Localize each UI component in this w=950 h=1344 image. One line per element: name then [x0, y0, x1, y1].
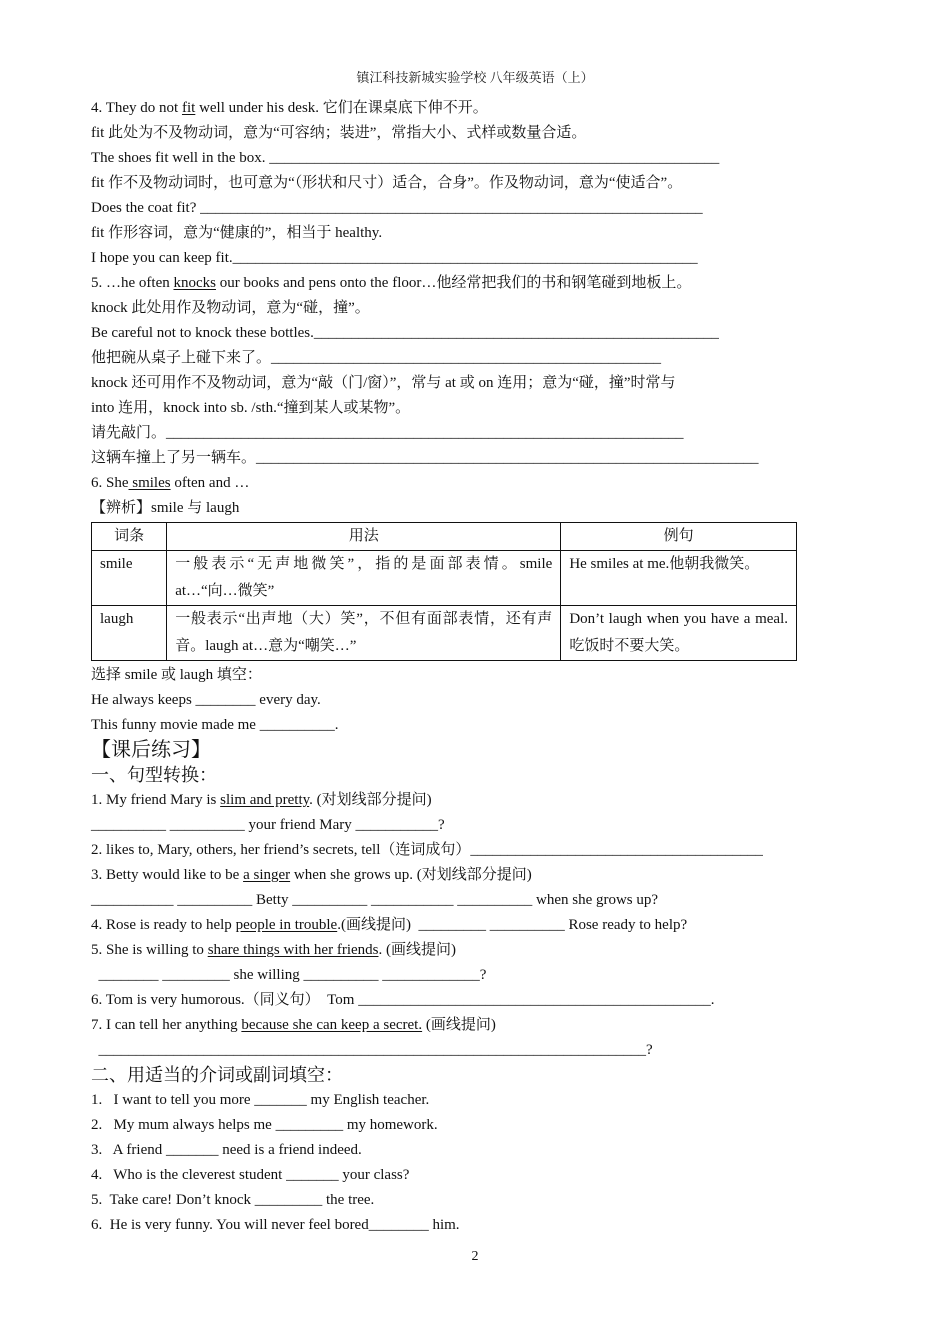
exercise-line: The shoes fit well in the box. ____________________________________________________________ — [91, 150, 720, 166]
question-5: 5. She is willing to share things with her friends. (画线提问) — [91, 942, 456, 958]
comparison-title: 【辨析】smile 与 laugh — [91, 500, 240, 516]
underlined-phrase: slim and pretty — [220, 792, 310, 808]
blank-item-3: 3. A friend _______ need is a friend indeed. — [91, 1142, 362, 1158]
text-line: into 连用，knock into sb. /sth.“撞到某人或某物”。 — [91, 400, 411, 416]
underlined-phrase: share things with her friends — [207, 942, 379, 958]
table-header-cell: 词条 — [92, 523, 167, 551]
exercise-line: 他把碗从桌子上碰下来了。____________________________________________________ — [91, 350, 662, 366]
practice-heading: 【课后练习】 — [91, 739, 211, 761]
answer-line: _________________________________________________________________________? — [91, 1042, 653, 1058]
blank-item-1: 1. I want to tell you more _______ my English teacher. — [91, 1092, 430, 1108]
sec5-title: 5. …he often knocks our books and pens onto the floor…他经常把我们的书和钢笔碰到地板上。 — [91, 275, 692, 291]
exercise-line: 这辆车撞上了另一辆车。___________________________________________________________________ — [91, 450, 759, 466]
table-cell-usage: 一般表示“无声地微笑”，指的是面部表情。smile at…“向…微笑” — [167, 551, 561, 606]
page-header: 镇江科技新城实验学校 八年级英语（上） — [356, 70, 594, 85]
page-number: 2 — [471, 1249, 479, 1264]
underlined-phrase: a singer — [243, 867, 291, 883]
table-cell-word: laugh — [92, 606, 167, 661]
text-line: fit 作形容词，意为“健康的”，相当于 healthy. — [91, 225, 383, 241]
sec6-title: 6. She smiles often and … — [91, 475, 250, 491]
answer-line: __________ __________ your friend Mary ___________? — [91, 817, 445, 833]
table-row — [92, 606, 797, 661]
exercise-line: 请先敲门。_____________________________________________________________________ — [91, 425, 684, 441]
exercise-line: Does the coat fit? ___________________________________________________________________ — [91, 200, 703, 216]
text-line: fit 作不及物动词时，也可意为“（形状和尺寸）适合，合身”。作及物动词，意为“使适合”。 — [91, 175, 683, 191]
blank-item-2: 2. My mum always helps me _________ my homework. — [91, 1117, 438, 1133]
exercise-line: He always keeps ________ every day. — [91, 692, 321, 708]
comparison-table — [91, 522, 797, 661]
table-cell-example: He smiles at me.他朝我微笑。 — [561, 551, 797, 606]
exercise-line: Be careful not to knock these bottles.______________________________________________________ — [91, 325, 719, 341]
exercise-line: This funny movie made me __________. — [91, 717, 339, 733]
text-line: knock 此处用作及物动词，意为“碰，撞”。 — [91, 300, 370, 316]
text-line: 选择 smile 或 laugh 填空： — [91, 667, 262, 683]
question-4: 4. Rose is ready to help people in trouble.(画线提问) _________ __________ Rose ready to help? — [91, 917, 688, 933]
exercise-line: I hope you can keep fit.______________________________________________________________ — [91, 250, 698, 266]
underlined-word: fit — [181, 100, 196, 116]
text-line: fit 此处为不及物动词，意为“可容纳；装进”，常指大小、式样或数量合适。 — [91, 125, 587, 141]
part1-heading: 一、句型转换： — [91, 765, 217, 785]
table-header-row — [92, 523, 797, 551]
question-6: 6. Tom is very humorous.（同义句） Tom _______________________________________________. — [91, 992, 715, 1008]
question-1: 1. My friend Mary is slim and pretty. (对划线部分提问) — [91, 792, 432, 808]
worksheet-content — [91, 96, 811, 1238]
table-cell-word: smile — [92, 551, 167, 606]
table-cell-example: Don’t laugh when you have a meal.吃饭时不要大笑。 — [561, 606, 797, 661]
underlined-phrase: people in trouble — [235, 917, 338, 933]
sec4-title: 4. They do not fit well under his desk. 它们在课桌底下伸不开。 — [91, 100, 488, 116]
question-3: 3. Betty would like to be a singer when she grows up. (对划线部分提问) — [91, 867, 532, 883]
table-header-cell: 用法 — [167, 523, 561, 551]
answer-line: ___________ __________ Betty __________ ___________ __________ when she grows up? — [91, 892, 659, 908]
part2-heading: 二、用适当的介词或副词填空： — [91, 1065, 343, 1085]
table-row — [92, 551, 797, 606]
blank-item-4: 4. Who is the cleverest student _______ your class? — [91, 1167, 410, 1183]
text-line: knock 还可用作不及物动词，意为“敲（门/窗）”，常与 at 或 on 连用；意为“碰，撞”时常与 — [91, 375, 676, 391]
blank-item-5: 5. Take care! Don’t knock _________ the tree. — [91, 1192, 375, 1208]
underlined-word: smiles — [128, 475, 171, 491]
question-2: 2. likes to, Mary, others, her friend’s secrets, tell（连词成句）_______________________________________ — [91, 842, 763, 858]
table-cell-usage: 一般表示“出声地（大）笑”，不但有面部表情，还有声音。laugh at…意为“嘲笑…” — [167, 606, 561, 661]
underlined-word: knocks — [173, 275, 216, 291]
table-header-cell: 例句 — [561, 523, 797, 551]
question-7: 7. I can tell her anything because she can keep a secret. (画线提问) — [91, 1017, 496, 1033]
blank-item-6: 6. He is very funny. You will never feel bored________ him. — [91, 1217, 460, 1233]
answer-line: ________ _________ she willing __________ _____________? — [91, 967, 487, 983]
underlined-phrase: because she can keep a secret. — [241, 1017, 423, 1033]
